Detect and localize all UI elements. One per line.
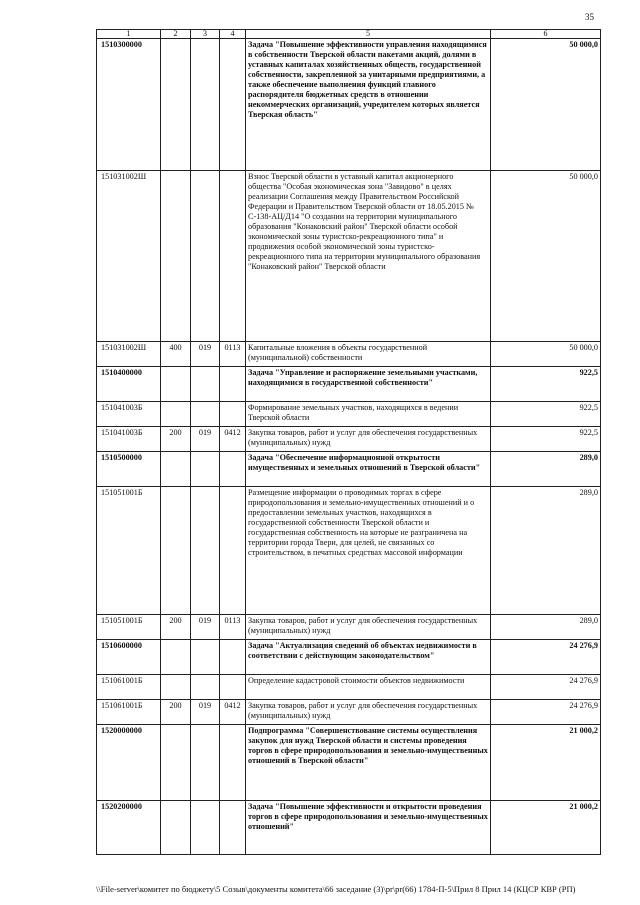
header-cell: 6 (491, 30, 601, 39)
cell-code: 151031002Ш (97, 342, 161, 367)
budget-table (96, 29, 601, 855)
table-row (97, 342, 601, 367)
cell-grbs (191, 367, 220, 402)
header-cell: 4 (220, 30, 246, 39)
cell-kvr (161, 171, 191, 342)
cell-amount: 922,5 (491, 367, 601, 402)
cell-kvr (161, 675, 191, 700)
cell-grbs: 019 (191, 700, 220, 725)
cell-kvr (161, 801, 191, 855)
cell-code: 151051001Б (97, 615, 161, 640)
cell-amount: 24 276,9 (491, 675, 601, 700)
cell-grbs (191, 675, 220, 700)
table-header-row (97, 30, 601, 39)
cell-code: 1520000000 (97, 725, 161, 801)
footer-file-path: \\File-server\комитет по бюджету\5 Созыв\документы комитета\66 заседание (3)\pr\pr(66) 1784-П-5\Прил 8 Прил 14 (КЦСР КВР (РП) (96, 884, 576, 894)
header-cell: 1 (97, 30, 161, 39)
table-row (97, 427, 601, 452)
cell-description: Задача "Повышение эффективности управления находящимися в собственности Тверской области пакетами акций, долями в уставных капиталах хозяйственных обществ, государственной собственности, закрепленной за унитарными предприятиями, а также обеспечение выполнения функций главного распорядителя бюджетных средств в отношении некоммерческих организаций, учредителем которых является Тверская область" (246, 39, 491, 171)
cell-kvr (161, 39, 191, 171)
header-cell: 5 (246, 30, 491, 39)
table-row (97, 402, 601, 427)
table-row (97, 452, 601, 487)
cell-kvr (161, 402, 191, 427)
cell-description: Задача "Повышение эффективности и открытости проведения торгов в сфере природопользования и земельно-имущественных отношений" (246, 801, 491, 855)
cell-amount: 289,0 (491, 615, 601, 640)
cell-amount: 24 276,9 (491, 640, 601, 675)
table-row (97, 39, 601, 171)
cell-section: 0113 (220, 615, 246, 640)
cell-kvr: 400 (161, 342, 191, 367)
cell-section: 0412 (220, 700, 246, 725)
cell-kvr (161, 725, 191, 801)
table-row (97, 725, 601, 801)
cell-grbs (191, 801, 220, 855)
cell-kvr: 200 (161, 615, 191, 640)
table-body (97, 39, 601, 855)
cell-section (220, 39, 246, 171)
table-row (97, 700, 601, 725)
cell-description: Задача "Управление и распоряжение земельными участками, находящимися в государственной собственности" (246, 367, 491, 402)
cell-grbs (191, 452, 220, 487)
cell-description: Взнос Тверской области в уставный капитал акционерного общества "Особая экономическая зона "Завидово" в целях реализации Соглашения между Правительством Российской Федерации и Правительством Тверской области от 18.05.2015 № С-138-АЦ/Д14 "О создании на территории муниципального образования "Конаковский район" Тверской области особой экономической зоны туристско-рекреационного типа" и продвижения особой экономической зоны туристско-рекреационного типа на территории муниципального образования "Конаковский район" Тверской области (246, 171, 491, 342)
cell-grbs: 019 (191, 342, 220, 367)
cell-description: Закупка товаров, работ и услуг для обеспечения государственных (муниципальных) нужд (246, 427, 491, 452)
cell-code: 151061001Б (97, 675, 161, 700)
cell-grbs (191, 39, 220, 171)
cell-kvr (161, 367, 191, 402)
cell-section (220, 725, 246, 801)
cell-code: 151051001Б (97, 487, 161, 615)
cell-section (220, 452, 246, 487)
cell-kvr: 200 (161, 427, 191, 452)
cell-amount: 922,5 (491, 427, 601, 452)
cell-section (220, 171, 246, 342)
cell-grbs (191, 640, 220, 675)
cell-description: Капитальные вложения в объекты государственной (муниципальной) собственности (246, 342, 491, 367)
cell-code: 1510500000 (97, 452, 161, 487)
header-cell: 2 (161, 30, 191, 39)
cell-section (220, 402, 246, 427)
cell-description: Задача "Актуализация сведений об объектах недвижимости в соответствии с действующим законодательством" (246, 640, 491, 675)
cell-section (220, 801, 246, 855)
cell-amount: 21 000,2 (491, 801, 601, 855)
table-row (97, 615, 601, 640)
cell-amount: 289,0 (491, 487, 601, 615)
cell-description: Закупка товаров, работ и услуг для обеспечения государственных (муниципальных) нужд (246, 700, 491, 725)
cell-code: 1520200000 (97, 801, 161, 855)
cell-description: Определение кадастровой стоимости объектов недвижимости (246, 675, 491, 700)
page-number: 35 (585, 12, 594, 22)
cell-amount: 50 000,0 (491, 342, 601, 367)
cell-code: 1510600000 (97, 640, 161, 675)
table-row (97, 367, 601, 402)
cell-kvr (161, 640, 191, 675)
cell-amount: 289,0 (491, 452, 601, 487)
cell-grbs: 019 (191, 427, 220, 452)
cell-grbs (191, 171, 220, 342)
table-row (97, 640, 601, 675)
cell-code: 151041003Б (97, 427, 161, 452)
cell-section (220, 640, 246, 675)
cell-code: 1510300000 (97, 39, 161, 171)
cell-description: Подпрограмма "Совершенствование системы осуществления закупок для нужд Тверской области и системы проведения торгов в сфере природопользования и земельно-имущественных отношений в Тверской области" (246, 725, 491, 801)
cell-code: 1510400000 (97, 367, 161, 402)
cell-kvr: 200 (161, 700, 191, 725)
cell-code: 151041003Б (97, 402, 161, 427)
cell-amount: 24 276,9 (491, 700, 601, 725)
cell-section (220, 675, 246, 700)
cell-section (220, 367, 246, 402)
table-row (97, 171, 601, 342)
cell-kvr (161, 452, 191, 487)
cell-kvr (161, 487, 191, 615)
cell-grbs (191, 725, 220, 801)
cell-code: 151031002Ш (97, 171, 161, 342)
cell-grbs: 019 (191, 615, 220, 640)
table-row (97, 487, 601, 615)
cell-description: Задача "Обеспечение информационной открытости имущественных и земельных отношений в Тверской области" (246, 452, 491, 487)
cell-code: 151061001Б (97, 700, 161, 725)
cell-amount: 922,5 (491, 402, 601, 427)
cell-amount: 21 000,2 (491, 725, 601, 801)
cell-section: 0412 (220, 427, 246, 452)
cell-description: Формирование земельных участков, находящихся в ведении Тверской области (246, 402, 491, 427)
cell-amount: 50 000,0 (491, 39, 601, 171)
cell-description: Закупка товаров, работ и услуг для обеспечения государственных (муниципальных) нужд (246, 615, 491, 640)
table-row (97, 801, 601, 855)
header-cell: 3 (191, 30, 220, 39)
table-row (97, 675, 601, 700)
cell-section: 0113 (220, 342, 246, 367)
cell-amount: 50 000,0 (491, 171, 601, 342)
cell-description: Размещение информации о проводимых торгах в сфере природопользования и земельно-имущественных отношений и о предоставлении земельных участков, находящихся в государственной собственности Тверской области и государственная собственность на которые не разграничена на территории города Твери, для целей, не связанных со строительством, в печатных средствах массовой информации (246, 487, 491, 615)
cell-grbs (191, 402, 220, 427)
cell-section (220, 487, 246, 615)
cell-grbs (191, 487, 220, 615)
